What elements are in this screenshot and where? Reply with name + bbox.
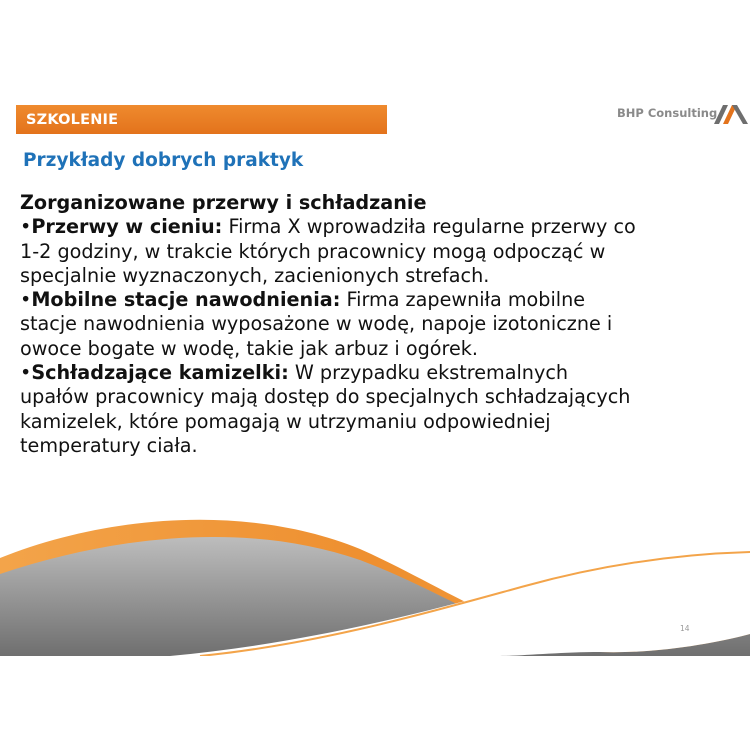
bullet-glyph: • [20,361,32,385]
slide [0,94,750,656]
company-logo [612,102,750,126]
logo-text: BHP Consulting [617,106,718,120]
bullet-text: Firma X wprowadziła regularne przerwy co 1-2 godziny, w trakcie których pracownicy mogą odpocząć w specjalnie wyznaczonych, zacienionych strefach. [20,215,636,287]
bullet-title: Przerwy w cieniu: [31,215,223,239]
bullet-text: W przypadku ekstremalnych upałów pracownicy mają dostęp do specjalnych schładzających kamizelek, które pomagają w utrzymaniu odpowiedniej temperatury ciała. [20,361,631,457]
header-label: SZKOLENIE [26,111,119,128]
slide-subtitle: Przykłady dobrych praktyk [23,150,304,171]
slide-body [20,191,640,458]
bullet-title: Schładzające kamizelki: [31,361,289,385]
bullet-title: Mobilne stacje nawodnienia: [31,288,341,312]
bullet-text: Firma zapewniła mobilne stacje nawodnienia wyposażone w wodę, napoje izotoniczne i owoce bogate w wodę, takie jak arbuz i ogórek. [20,288,613,360]
bullet-item [20,361,640,458]
bullet-item [20,215,640,288]
section-heading: Zorganizowane przerwy i schładzanie [20,191,427,214]
section-header-bar [16,105,387,134]
bhp-consulting-mountain-logo-icon [712,102,750,126]
page-number: 14 [680,624,690,633]
decorative-wave [0,494,750,656]
bullet-item [20,288,640,361]
bullet-glyph: • [20,288,32,312]
bullet-glyph: • [20,215,32,239]
